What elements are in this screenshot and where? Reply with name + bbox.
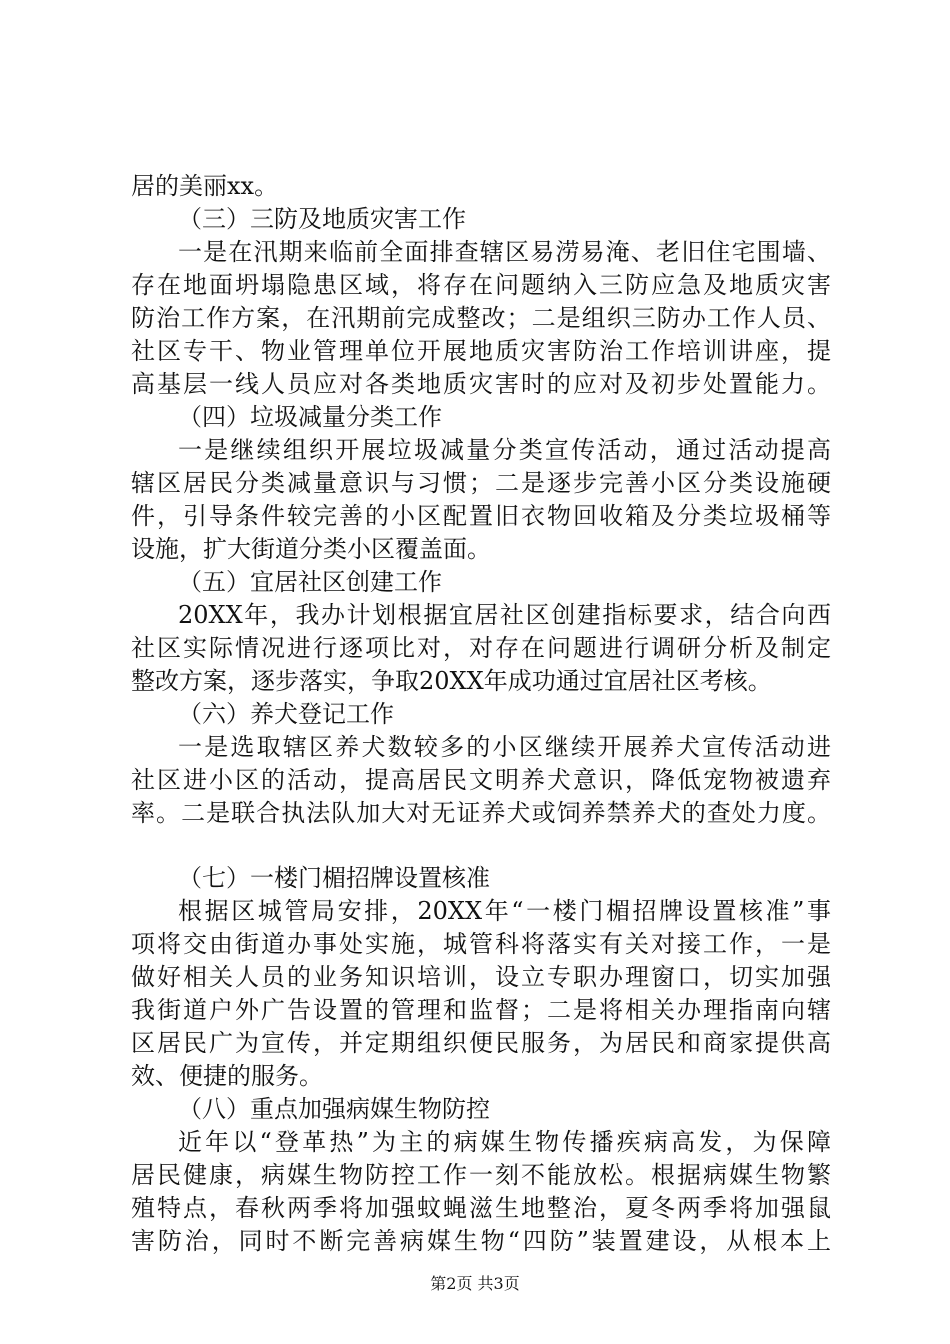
paragraph-line: 区居民广为宣传，并定期组织便民服务，为居民和商家提供高 bbox=[131, 1029, 831, 1057]
paragraph-line: 害防治，同时不断完善病媒生物“四防”装置建设，从根本上 bbox=[131, 1227, 831, 1255]
paragraph-line: 20XX年，我办计划根据宜居社区创建指标要求，结合向西 bbox=[178, 601, 831, 629]
paragraph-line: 一是在汛期来临前全面排查辖区易涝易淹、老旧住宅围墙、 bbox=[178, 238, 831, 266]
section-heading-3: （三）三防及地质灾害工作 bbox=[178, 205, 466, 233]
paragraph-line: 一是继续组织开展垃圾减量分类宣传活动，通过活动提高 bbox=[178, 436, 831, 464]
paragraph-line: 做好相关人员的业务知识培训，设立专职办理窗口，切实加强 bbox=[131, 963, 831, 991]
paragraph-line: 一是选取辖区养犬数较多的小区继续开展养犬宣传活动进 bbox=[178, 733, 831, 761]
paragraph-line: 件，引导条件较完善的小区配置旧衣物回收箱及分类垃圾桶等 bbox=[131, 502, 831, 530]
paragraph-line: 近年以“登革热”为主的病媒生物传播疾病高发，为保障 bbox=[178, 1128, 831, 1156]
paragraph-line: 社区进小区的活动，提高居民文明养犬意识，降低宠物被遗弃 bbox=[131, 766, 831, 794]
page-footer: 第2页 共3页 bbox=[430, 1274, 520, 1293]
section-heading-7: （七）一楼门楣招牌设置核准 bbox=[178, 864, 490, 892]
paragraph-line: 项将交由街道办事处实施，城管科将落实有关对接工作，一是 bbox=[131, 930, 831, 958]
section-heading-5: （五）宜居社区创建工作 bbox=[178, 568, 442, 596]
paragraph-line: 社区实际情况进行逐项比对，对存在问题进行调研分析及制定 bbox=[131, 634, 831, 662]
paragraph-line: 效、便捷的服务。 bbox=[131, 1062, 323, 1090]
paragraph-line: 殖特点，春秋两季将加强蚊蝇滋生地整治，夏冬两季将加强鼠 bbox=[131, 1194, 831, 1222]
paragraph-line: 高基层一线人员应对各类地质灾害时的应对及初步处置能力。 bbox=[131, 370, 831, 398]
paragraph-line: 防治工作方案，在汛期前完成整改；二是组织三防办工作人员、 bbox=[131, 304, 831, 332]
paragraph-line: 整改方案，逐步落实，争取20XX年成功通过宜居社区考核。 bbox=[131, 667, 772, 695]
paragraph-line: 存在地面坍塌隐患区域，将存在问题纳入三防应急及地质灾害 bbox=[131, 271, 831, 299]
section-heading-6: （六）养犬登记工作 bbox=[178, 700, 394, 728]
paragraph-line: 居民健康，病媒生物防控工作一刻不能放松。根据病媒生物繁 bbox=[131, 1161, 831, 1189]
section-heading-4: （四）垃圾减量分类工作 bbox=[178, 403, 442, 431]
paragraph-line: 根据区城管局安排，20XX年“一楼门楣招牌设置核准”事 bbox=[178, 897, 831, 925]
paragraph-line: 设施，扩大街道分类小区覆盖面。 bbox=[131, 535, 491, 563]
paragraph-line: 居的美丽xx。 bbox=[131, 172, 279, 200]
paragraph-line: 辖区居民分类减量意识与习惯；二是逐步完善小区分类设施硬 bbox=[131, 469, 831, 497]
paragraph-line: 我街道户外广告设置的管理和监督；二是将相关办理指南向辖 bbox=[131, 996, 831, 1024]
paragraph-line: 率。二是联合执法队加大对无证养犬或饲养禁养犬的查处力度。 bbox=[131, 799, 831, 827]
section-heading-8: （八）重点加强病媒生物防控 bbox=[178, 1095, 490, 1123]
paragraph-line: 社区专干、物业管理单位开展地质灾害防治工作培训讲座，提 bbox=[131, 337, 831, 365]
